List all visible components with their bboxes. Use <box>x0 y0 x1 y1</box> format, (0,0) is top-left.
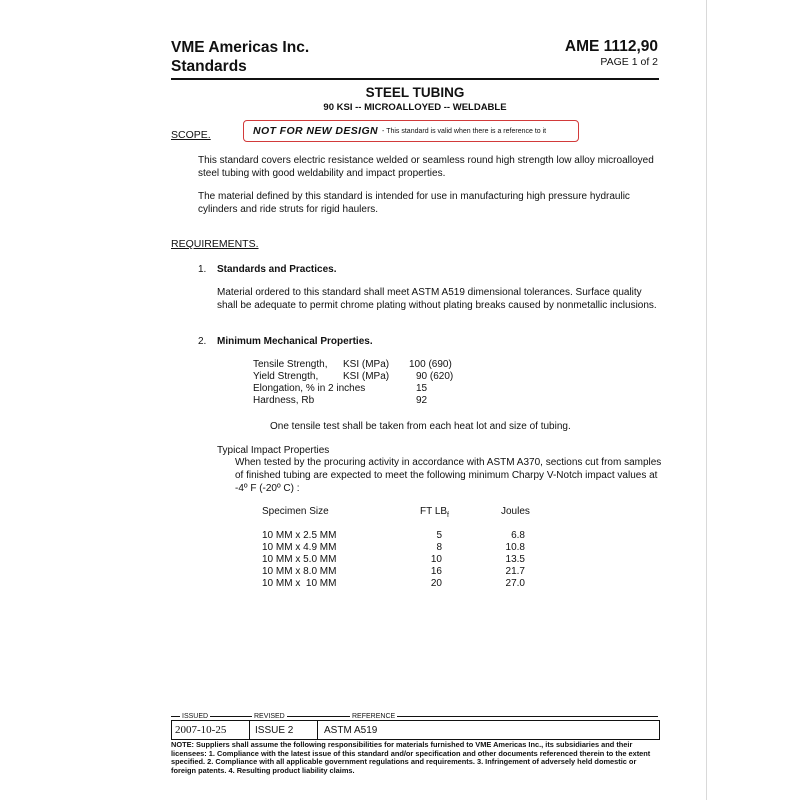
requirements-heading: REQUIREMENTS. <box>171 238 259 250</box>
table-row <box>262 578 525 590</box>
not-for-new-design-stamp <box>243 120 579 142</box>
ftlb-cell: 10 <box>430 554 442 565</box>
footer-label-rule <box>171 716 658 717</box>
table-row <box>262 530 525 542</box>
property-row <box>253 395 453 407</box>
scope-paragraph-2: The material defined by this standard is intended for use in manufacturing high pressure hydraulic cylinders and ride struts for rigid haulers. <box>198 191 630 215</box>
property-unit: KSI (MPa) <box>343 359 390 370</box>
joules-cell: 27.0 <box>505 578 525 589</box>
table-row <box>262 542 525 554</box>
impact-heading: Typical Impact Properties <box>217 445 330 456</box>
column-header-size: Specimen Size <box>262 506 329 517</box>
item-2-number: 2. <box>198 336 207 347</box>
impact-table <box>262 530 525 590</box>
ftlb-cell: 20 <box>430 578 442 589</box>
ftlb-cell: 8 <box>436 542 442 553</box>
specimen-size-cell: 10 MM x 10 MM <box>262 578 337 589</box>
joules-cell: 21.7 <box>505 566 525 577</box>
property-value: 15 <box>416 383 428 394</box>
ftlb-cell: 16 <box>430 566 442 577</box>
item-1-number: 1. <box>198 264 207 275</box>
specimen-size-cell: 10 MM x 8.0 MM <box>262 566 337 577</box>
page-edge-line <box>706 0 707 800</box>
header-rule <box>171 78 659 80</box>
supplier-note: NOTE: Suppliers shall assume the following responsibilities for materials furnished to VME Americas Inc., its subsidiaries and their licensees: 1. Compliance with the latest issue of this standard and/or specification and other documents referenced therein to the extent specified. 2. Compliance with all applicable government regulations and requirements. 3. Infringement of adversely held domestic or foreign patents. 4. Resulting product liability claims. <box>171 740 651 775</box>
company-name: VME Americas Inc. <box>171 39 310 56</box>
scope-paragraph-1: This standard covers electric resistance welded or seamless round high strength low alloy microalloyed steel tubing with good weldability and impact properties. <box>198 155 654 179</box>
property-value: 100 (690) <box>409 359 452 370</box>
property-name: Elongation, % in 2 inches <box>253 383 366 394</box>
column-header-joules: Joules <box>501 506 530 517</box>
stamp-note-text: - This standard is valid when there is a reference to it <box>382 127 547 135</box>
mechanical-properties-table <box>253 359 453 407</box>
page-number: PAGE 1 of 2 <box>600 56 658 68</box>
item-1-title: Standards and Practices. <box>217 264 337 275</box>
property-row <box>253 383 453 395</box>
ftlb-text: FT LB <box>420 506 448 517</box>
impact-temperature: -4º F (-20º C) : <box>235 483 300 494</box>
revised-value: ISSUE 2 <box>250 721 318 739</box>
property-name: Tensile Strength, <box>253 359 328 370</box>
ftlb-cell: 5 <box>436 530 442 541</box>
scope-heading: SCOPE. <box>171 129 211 141</box>
joules-cell: 13.5 <box>505 554 525 565</box>
reference-label: REFERENCE <box>352 713 396 720</box>
revised-label: REVISED <box>254 713 285 720</box>
specimen-size-cell: 10 MM x 4.9 MM <box>262 542 337 553</box>
footer-info-box <box>171 720 660 740</box>
property-name: Yield Strength, <box>253 371 319 382</box>
item-2-title: Minimum Mechanical Properties. <box>217 336 373 347</box>
tensile-test-note: One tensile test shall be taken from each heat lot and size of tubing. <box>270 421 571 432</box>
document-title: STEEL TUBING <box>365 85 465 100</box>
issued-label: ISSUED <box>182 713 209 720</box>
property-unit: KSI (MPa) <box>343 371 390 382</box>
property-row <box>253 371 453 383</box>
specimen-size-cell: 10 MM x 2.5 MM <box>262 530 337 541</box>
property-name: Hardness, Rb <box>253 395 315 406</box>
specimen-size-cell: 10 MM x 5.0 MM <box>262 554 337 565</box>
ftlb-subscript: f <box>447 512 449 519</box>
item-1-text: Material ordered to this standard shall meet ASTM A519 dimensional tolerances. Surface quality shall be adequate to permit chrome plating without plating breaks caused by nonmetallic inclusions. <box>217 287 657 311</box>
property-value: 90 (620) <box>416 371 454 382</box>
reference-value: ASTM A519 <box>324 724 378 736</box>
column-header-ftlb <box>420 505 449 522</box>
section-name: Standards <box>171 58 247 75</box>
document-subtitle: 90 KSI -- MICROALLOYED -- WELDABLE <box>323 102 507 113</box>
property-row <box>253 359 453 371</box>
property-value: 92 <box>416 395 428 406</box>
impact-text: When tested by the procuring activity in accordance with ASTM A370, sections cut from samples of finished tubing are expected to meet the following minimum Charpy V-Notch impact values at <box>235 457 662 481</box>
table-row <box>262 566 525 578</box>
joules-cell: 6.8 <box>511 530 525 541</box>
table-row <box>262 554 525 566</box>
document-number: AME 1112,90 <box>564 38 658 55</box>
joules-cell: 10.8 <box>505 542 525 553</box>
stamp-main-text: NOT FOR NEW DESIGN <box>253 125 379 137</box>
issued-date: 2007-10-25 <box>172 721 250 739</box>
company-header <box>171 38 309 76</box>
